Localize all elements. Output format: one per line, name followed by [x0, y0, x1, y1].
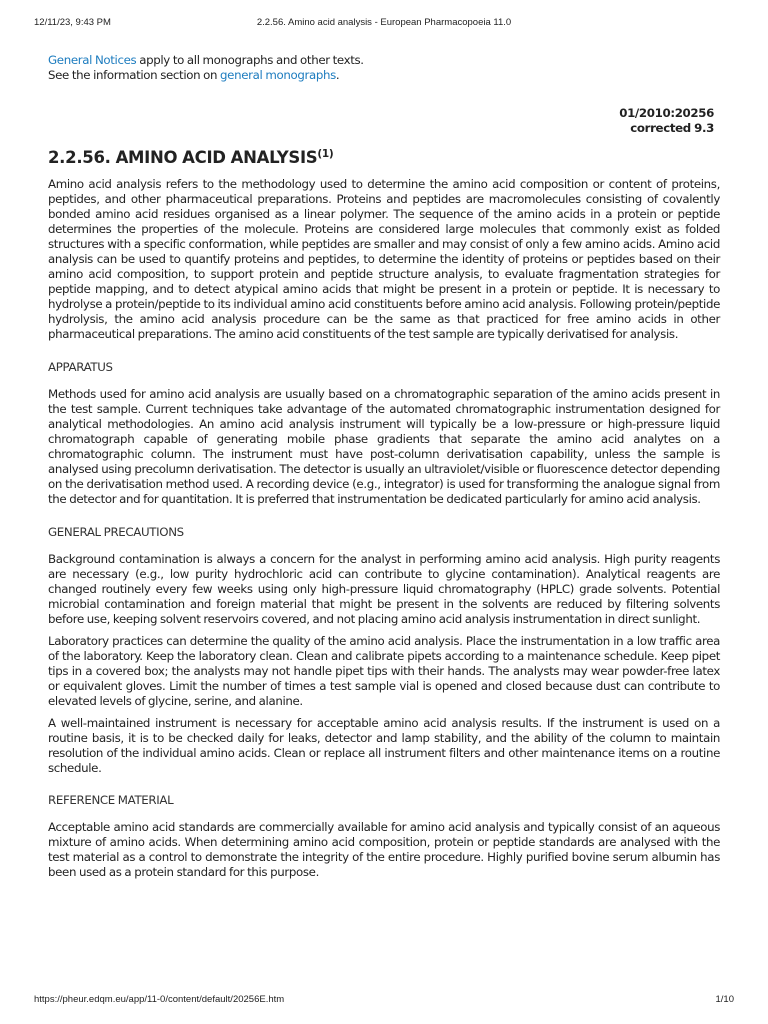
reference-material-paragraph: Acceptable amino acid standards are commercially available for amino acid analysis and typically consist of an aqueous mixture of amino acids. When determining amino acid composition, protein or peptide standards are analysed with the test material as a control to demonstrate the integrity of the entire procedure. Highly purified bovine serum albumin has been used as a protein standard for this purpose. [48, 820, 720, 879]
section-heading-reference-material: REFERENCE MATERIAL [48, 793, 174, 807]
notice-line-2-end: . [335, 68, 340, 82]
precautions-paragraph-1: Background contamination is always a concern for the analyst in performing amino acid analysis. High purity reagents are necessary (e.g., low purity hydrochloric acid can contribute to glycine contamination). Analytical reagents are changed routinely every few weeks using only high-pressure liquid chromatography (HPLC) grade solvents. Potential microbial contamination and foreign material that might be present in the solvents are reduced by filtering solvents before use, keeping solvent reservoirs covered, and not placing amino acid analysis instrumentation in direct sunlight. [48, 552, 720, 626]
print-page-number: 1/10 [715, 994, 734, 1005]
title-footnote-ref[interactable]: (1) [317, 148, 334, 160]
section-heading-precautions: GENERAL PRECAUTIONS [48, 525, 184, 539]
notice-line-2 [48, 68, 720, 83]
general-notice [48, 53, 720, 83]
print-header [0, 17, 768, 31]
print-page-title: 2.2.56. Amino acid analysis - European Pharmacopoeia 11.0 [256, 17, 512, 28]
reference-block [48, 106, 720, 136]
print-footer [0, 994, 768, 1008]
general-monographs-link[interactable]: general monographs [220, 68, 336, 82]
intro-paragraph: Amino acid analysis refers to the methodology used to determine the amino acid composition or content of proteins, peptides, and other pharmaceutical preparations. Proteins and peptides are macromolecules consisting of covalently bonded amino acid residues organised as a linear polymer. The sequence of the amino acids in a protein or peptide determines the properties of the molecule. Proteins are considered large molecules that commonly exist as folded structures with a specific conformation, while peptides are smaller and may consist of only a few amino acids. Amino acid analysis can be used to quantify proteins and peptides, to determine the identity of proteins or peptides based on their amino acid composition, to support protein and peptide structure analysis, to evaluate fragmentation strategies for peptide mapping, and to detect atypical amino acids that might be present in a protein or peptide. It is necessary to hydrolyse a protein/peptide to its individual amino acid constituents before amino acid analysis. Following protein/peptide hydrolysis, the amino acid analysis procedure can be the same as that practiced for free amino acids in other pharmaceutical preparations. The amino acid constituents of the test sample are typically derivatised for analysis. [48, 177, 720, 341]
monograph-content [48, 53, 720, 880]
section-heading-apparatus: APPARATUS [48, 360, 113, 374]
precautions-paragraph-3: A well-maintained instrument is necessary for acceptable amino acid analysis results. If the instrument is used on a routine basis, it is to be checked daily for leaks, detector and lamp stability, and the ability of the column to maintain resolution of the individual amino acids. Clean or replace all instrument filters and other maintenance items on a routine schedule. [48, 716, 720, 775]
notice-line-1-text: apply to all monographs and other texts. [136, 53, 364, 67]
reference-code: 01/2010:20256 [619, 106, 714, 120]
general-notices-link[interactable]: General Notices [48, 53, 137, 67]
print-datetime: 12/11/23, 9:43 PM [34, 17, 111, 28]
apparatus-paragraph: Methods used for amino acid analysis are usually based on a chromatographic separation of the amino acids present in the test sample. Current techniques take advantage of the automated chromatographic instrumentation designed for analytical methodologies. An amino acid analysis instrument will typically be a low-pressure or high-pressure liquid chromatograph capable of generating mobile phase gradients that separate the amino acid analytes on a chromatographic column. The instrument must have post-column derivatisation capability, unless the sample is analysed using precolumn derivatisation. The detector is usually an ultraviolet/visible or fluorescence detector depending on the derivatisation method used. A recording device (e.g., integrator) is used for transforming the analogue signal from the detector and for quantitation. It is preferred that instrumentation be dedicated particularly for amino acid analysis. [48, 387, 720, 506]
page-title [48, 147, 720, 169]
reference-corrected: corrected 9.3 [630, 121, 714, 135]
precautions-paragraph-2: Laboratory practices can determine the quality of the amino acid analysis. Place the instrumentation in a low traffic area of the laboratory. Keep the laboratory clean. Clean and calibrate pipets according to a maintenance schedule. Keep pipet tips in a covered box; the analysts may not handle pipet tips with their hands. The analysts may wear powder-free latex or equivalent gloves. Limit the number of times a test sample vial is opened and closed because dust can contribute to elevated levels of glycine, serine, and alanine. [48, 634, 720, 708]
notice-line-1 [48, 53, 720, 68]
print-url: https://pheur.edqm.eu/app/11-0/content/default/20256E.htm [34, 994, 285, 1005]
notice-line-2-text: See the information section on [48, 68, 221, 82]
page-title-text: 2.2.56. AMINO ACID ANALYSIS [48, 148, 318, 167]
